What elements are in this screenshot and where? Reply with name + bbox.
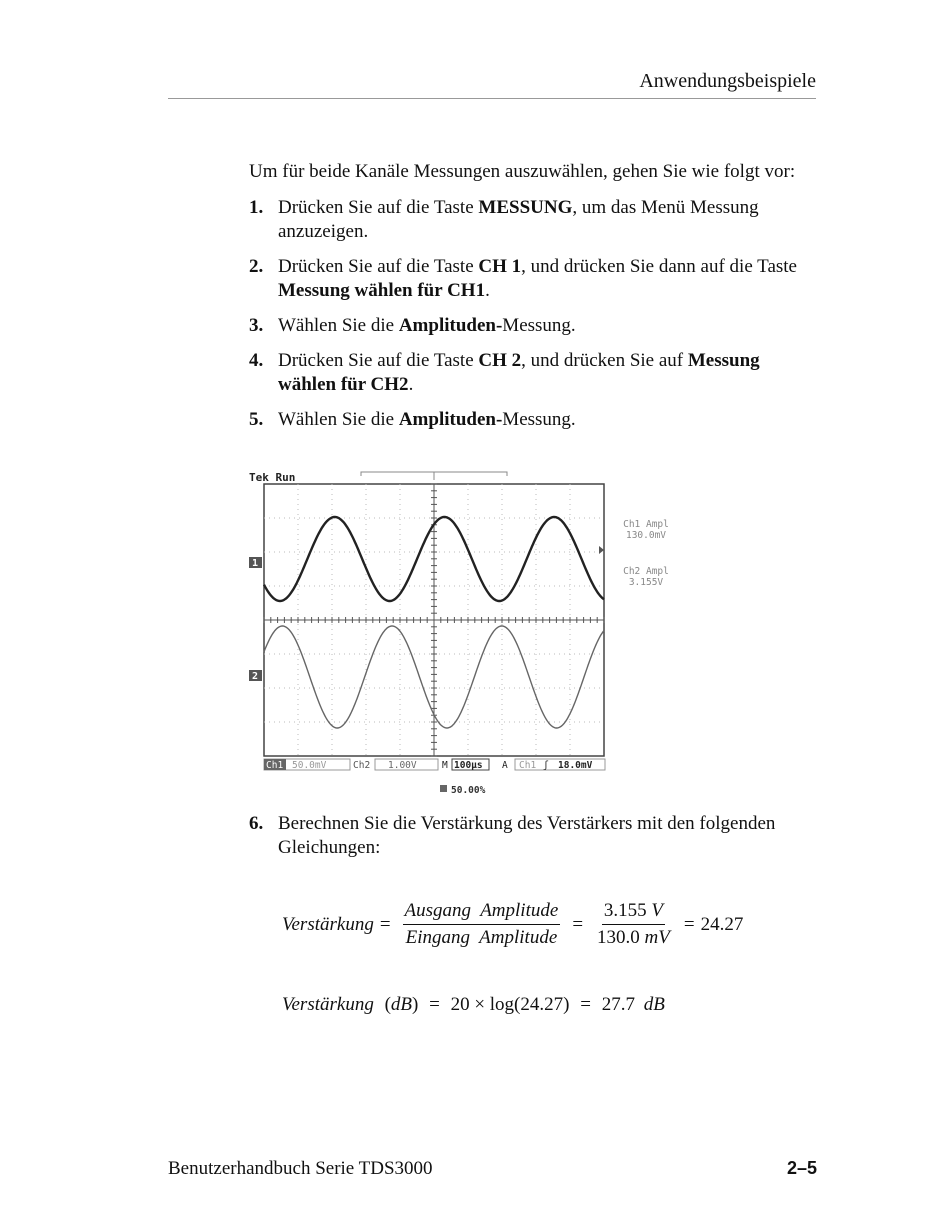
readout-position: 50.00% (451, 785, 486, 796)
readout-m: M (442, 760, 448, 771)
equation-unit: dB (390, 994, 413, 1015)
db-result: 27.7 (601, 994, 635, 1015)
denominator-value: 130.0 (597, 927, 640, 948)
intro-paragraph: Um für beide Kanäle Messungen auszuwählen, gehen Sie wie folgt vor: (249, 161, 796, 182)
step-item (249, 349, 819, 397)
step-key: MESSUNG (478, 197, 573, 218)
equation-lhs: Verstärkung (282, 913, 374, 935)
position-icon (440, 785, 447, 792)
readout-time: 100µs (454, 760, 483, 771)
paren-open: ( (384, 994, 391, 1015)
step-text: Drücken Sie auf die Taste (278, 350, 479, 371)
step-text: Messung. (502, 409, 576, 430)
step-item (249, 196, 819, 244)
meas2-value: 3.155V (628, 577, 664, 588)
numerator-unit: V (651, 900, 663, 921)
page-number: 2–5 (786, 1158, 817, 1178)
step-item (249, 255, 819, 303)
equals-sign: = (429, 994, 440, 1015)
step-number: 5. (249, 409, 264, 430)
step-number: 6. (249, 813, 264, 834)
step-text: Wählen Sie die (278, 409, 399, 430)
meas1-value: 130.0mV (625, 530, 667, 541)
steps-list (249, 196, 819, 443)
fraction-numerator: Ausgang Amplitude (403, 900, 561, 925)
step-number: 1. (249, 197, 264, 218)
amplitude-ratio-fraction (403, 900, 561, 949)
equals-sign: = (379, 913, 391, 935)
readout-ch2-label: Ch2 (353, 760, 371, 771)
bottom-readout-bar (264, 759, 605, 771)
step-menu-item: Messung wählen für CH2 (278, 350, 760, 395)
step-number: 2. (249, 256, 264, 277)
step-number: 3. (249, 315, 264, 336)
paren-close: ) (412, 994, 419, 1015)
readout-trigger-slope: ʃ (543, 760, 549, 771)
readout-trigger-level: 18.0mV (558, 760, 593, 771)
step-text: , und drücken Sie dann auf die Taste (521, 256, 797, 277)
fraction-denominator (595, 925, 672, 949)
step-menu-item: Messung wählen für CH1 (278, 280, 486, 301)
step-text: Drücken Sie auf die Taste (278, 197, 479, 218)
footer-title: Benutzerhandbuch Serie TDS3000 (168, 1158, 433, 1179)
meas1-label: Ch1 Ampl (623, 519, 669, 530)
gain-db-equation (282, 994, 665, 1016)
top-bracket (361, 472, 507, 480)
step-text: Drücken Sie auf die Taste (278, 256, 479, 277)
scope-status: Tek Run (249, 471, 296, 484)
equals-sign: = (572, 913, 584, 935)
step-text: Messung. (502, 315, 576, 336)
value-fraction (595, 900, 672, 949)
step-key: Amplituden- (398, 315, 503, 336)
step-text: Berechnen Sie die Verstärkung des Verstärkers mit den folgenden Gleichungen: (278, 813, 776, 858)
step-text: . (485, 280, 490, 301)
readout-ch1-label: Ch1 (266, 760, 284, 771)
step-number: 4. (249, 350, 264, 371)
equation-lhs: Verstärkung (282, 994, 374, 1015)
db-unit: dB (643, 994, 665, 1015)
gain-equation (282, 900, 743, 949)
fraction-denominator: Eingang Amplitude (405, 927, 558, 948)
equals-sign: = (683, 913, 695, 935)
equation-rhs: 20 × log(24.27) (450, 994, 570, 1015)
ch1-marker-label: 1 (252, 558, 259, 569)
equals-sign: = (580, 994, 591, 1015)
numerator-value: 3.155 (603, 900, 647, 921)
step-text: , und drücken Sie auf (521, 350, 688, 371)
readout-a: A (502, 760, 508, 771)
step-text: Wählen Sie die (278, 315, 399, 336)
step-key: Amplituden- (398, 409, 503, 430)
meas2-label: Ch2 Ampl (623, 566, 669, 577)
fraction-numerator (602, 900, 665, 925)
readout-trigger-source: Ch1 (519, 760, 537, 771)
denominator-unit: mV (644, 927, 670, 948)
step-item (249, 314, 819, 338)
step-text: . (408, 374, 414, 395)
step-key: CH 1 (478, 256, 522, 277)
ch2-marker-label: 2 (252, 671, 259, 682)
step-key: CH 2 (478, 350, 522, 371)
measurement-readouts (623, 519, 669, 588)
readout-ch2-scale: 1.00V (388, 760, 417, 771)
step-item (249, 408, 819, 432)
oscilloscope-screenshot (247, 466, 687, 801)
running-header: Anwendungsbeispiele (168, 70, 816, 99)
readout-ch1-scale: 50.0mV (292, 760, 327, 771)
gain-result: 24.27 (700, 913, 744, 935)
step-item-6 (249, 812, 819, 860)
step-text: , um das Menü Messung anzuzeigen. (278, 197, 759, 242)
